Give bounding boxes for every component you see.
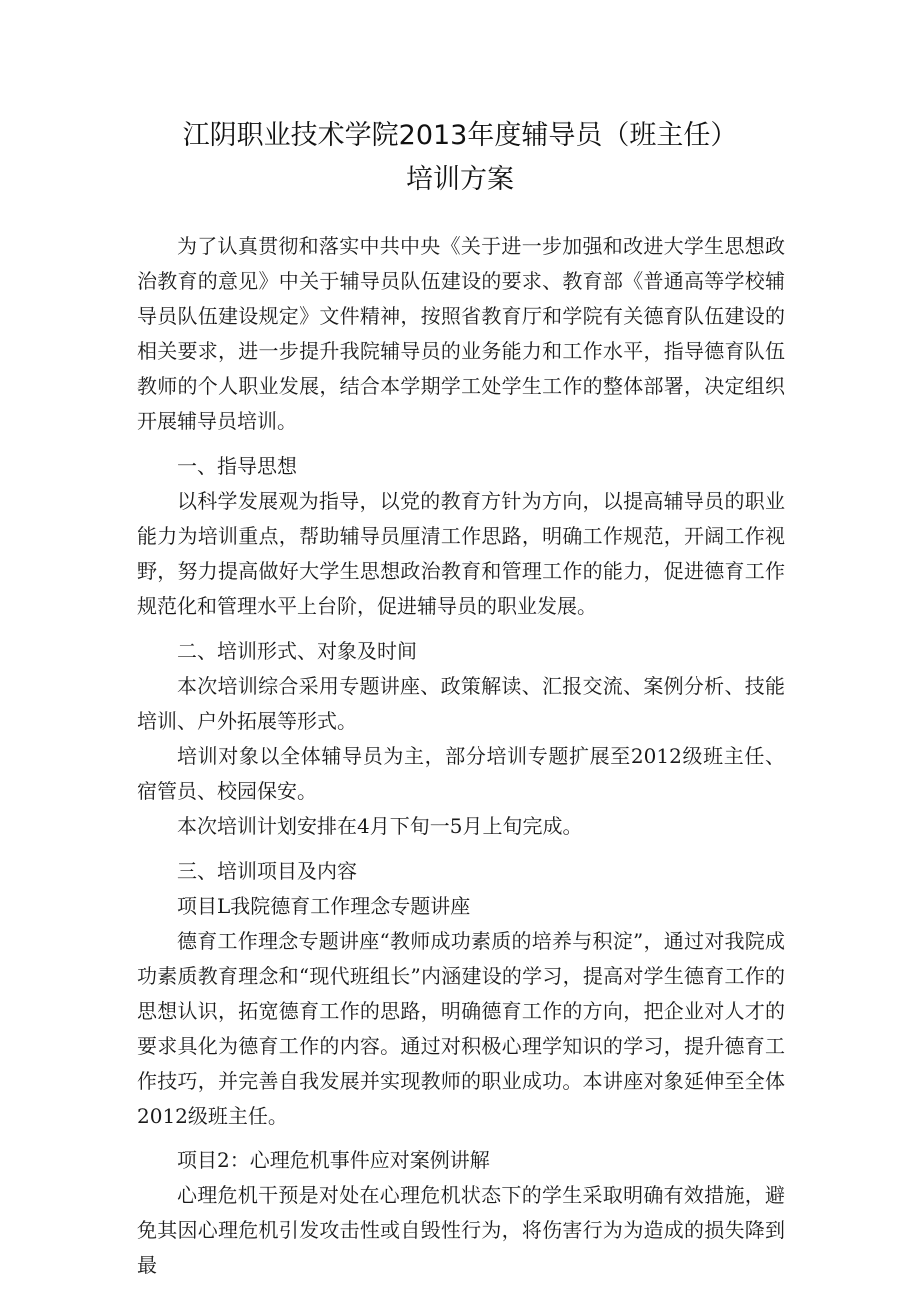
section-1-paragraph: 以科学发展观为指导，以党的教育方针为方向，以提高辅导员的职业能力为培训重点，帮助辅导员厘清工作思路，明确工作规范，开阔工作视野，努力提高做好大学生思想政治教育和管理工作的能力，促进德育工作规范化和管理水平上台阶，促进辅导员的职业发展。 <box>137 489 785 618</box>
project-2-heading: 项目2：心理危机事件应对案例讲解 <box>177 1148 490 1172</box>
section-1-heading: 一、指导思想 <box>177 454 297 478</box>
section-2-heading: 二、培训形式、对象及时间 <box>177 639 417 663</box>
project-1-paragraph: 德育工作理念专题讲座“教师成功素质的培养与积淀”，通过对我院成功素质教育理念和“现代班组长”内涵建设的学习，提高对学生德育工作的思想认识，拓宽德育工作的思路，明确德育工作的方向，把企业对人才的要求具化为德育工作的内容。通过对积极心理学知识的学习，提升德育工作技巧，并完善自我发展并实现教师的职业成功。本讲座对象延伸至全体2012级班主任。 <box>137 929 785 1128</box>
section-3-heading: 三、培训项目及内容 <box>177 859 357 883</box>
project-1-heading: 项目L我院德育工作理念专题讲座 <box>177 894 471 918</box>
intro-paragraph: 为了认真贯彻和落实中共中央《关于进一步加强和改进大学生思想政治教育的意见》中关于辅导员队伍建设的要求、教育部《普通高等学校辅导员队伍建设规定》文件精神，按照省教育厅和学院有关德育队伍建设的相关要求，进一步提升我院辅导员的业务能力和工作水平，指导德育队伍教师的个人职业发展，结合本学期学工处学生工作的整体部署，决定组织开展辅导员培训。 <box>137 234 785 433</box>
document-body <box>137 229 785 1283</box>
document-title-line-2: 培训方案 <box>406 164 514 195</box>
section-2-paragraph-3: 本次培训计划安排在4月下旬一5月上旬完成。 <box>177 814 583 838</box>
document-title-line-1: 江阴职业技术学院2013年度辅导员（班主任） <box>182 120 738 151</box>
section-2-paragraph-2: 培训对象以全体辅导员为主，部分培训专题扩展至2012级班主任、宿管员、校园保安。 <box>137 744 785 803</box>
section-2-paragraph-1: 本次培训综合采用专题讲座、政策解读、汇报交流、案例分析、技能培训、户外拓展等形式。 <box>137 674 785 733</box>
project-2-paragraph: 心理危机干预是对处在心理危机状态下的学生采取明确有效措施，避免其因心理危机引发攻击性或自毁性行为，将伤害行为为造成的损失降到最 <box>137 1183 785 1277</box>
